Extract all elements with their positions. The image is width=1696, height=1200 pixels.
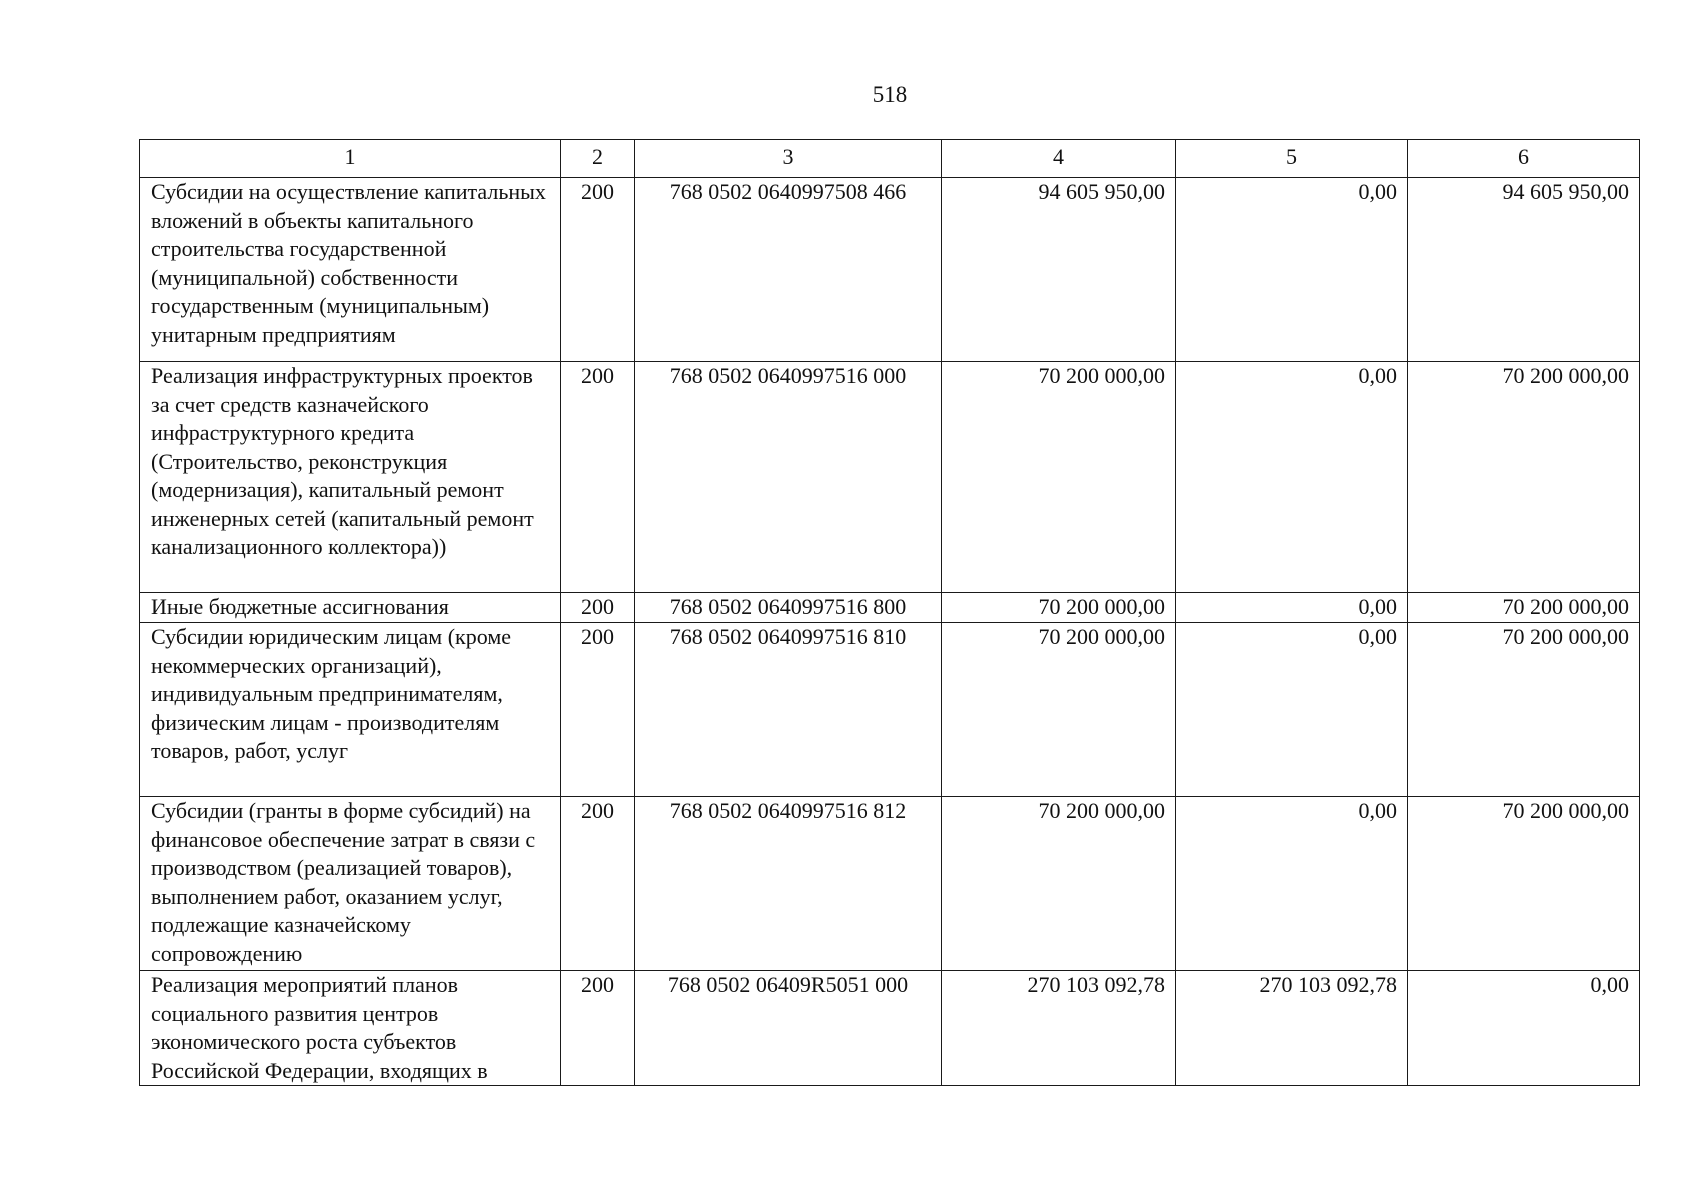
row-col6: 70 200 000,00 xyxy=(1408,593,1640,623)
row-kbk: 768 0502 0640997516 810 xyxy=(635,623,942,797)
row-col6: 70 200 000,00 xyxy=(1408,623,1640,797)
row-kbk: 768 0502 0640997516 000 xyxy=(635,362,942,593)
budget-table xyxy=(139,139,1640,1086)
row-col4: 270 103 092,78 xyxy=(942,971,1176,1086)
table-row xyxy=(140,593,1640,623)
row-name: Реализация инфраструктурных проектов за счет средств казначейского инфраструктурного кредита (Строительство, реконструкция (модернизация), капитальный ремонт инженерных сетей (капитальный ремонт канализационного коллектора)) xyxy=(140,362,561,593)
row-col5: 0,00 xyxy=(1176,797,1408,971)
row-col4: 70 200 000,00 xyxy=(942,362,1176,593)
row-code: 200 xyxy=(561,178,635,362)
row-name: Субсидии (гранты в форме субсидий) на финансовое обеспечение затрат в связи с производством (реализацией товаров), выполнением работ, оказанием услуг, подлежащие казначейскому сопровождению xyxy=(140,797,561,971)
row-name: Субсидии юридическим лицам (кроме некоммерческих организаций), индивидуальным предпринимателям, физическим лицам - производителям товаров, работ, услуг xyxy=(140,623,561,797)
header-row xyxy=(140,140,1640,178)
row-kbk: 768 0502 0640997516 800 xyxy=(635,593,942,623)
row-col6: 94 605 950,00 xyxy=(1408,178,1640,362)
row-col5: 0,00 xyxy=(1176,178,1408,362)
row-col6: 70 200 000,00 xyxy=(1408,362,1640,593)
row-col4: 70 200 000,00 xyxy=(942,623,1176,797)
row-name: Иные бюджетные ассигнования xyxy=(140,593,561,623)
row-name: Субсидии на осуществление капитальных вложений в объекты капитального строительства государственной (муниципальной) собственности государственным (муниципальным) унитарным предприятиям xyxy=(140,178,561,362)
row-kbk: 768 0502 0640997508 466 xyxy=(635,178,942,362)
row-col5: 0,00 xyxy=(1176,362,1408,593)
header-col-1: 1 xyxy=(140,140,561,178)
row-col5: 270 103 092,78 xyxy=(1176,971,1408,1086)
row-col4: 70 200 000,00 xyxy=(942,593,1176,623)
page-number: 518 xyxy=(872,82,908,107)
row-col6: 70 200 000,00 xyxy=(1408,797,1640,971)
table-row xyxy=(140,623,1640,797)
row-code: 200 xyxy=(561,362,635,593)
row-name: Реализация мероприятий планов социального развития центров экономического роста субъектов Российской Федерации, входящих в xyxy=(140,971,561,1086)
header-col-4: 4 xyxy=(942,140,1176,178)
header-col-6: 6 xyxy=(1408,140,1640,178)
header-col-2: 2 xyxy=(561,140,635,178)
row-col5: 0,00 xyxy=(1176,593,1408,623)
row-code: 200 xyxy=(561,971,635,1086)
table-row xyxy=(140,797,1640,971)
row-col6: 0,00 xyxy=(1408,971,1640,1086)
header-col-5: 5 xyxy=(1176,140,1408,178)
table-row xyxy=(140,971,1640,1086)
row-kbk: 768 0502 0640997516 812 xyxy=(635,797,942,971)
table-row xyxy=(140,362,1640,593)
row-code: 200 xyxy=(561,797,635,971)
header-col-3: 3 xyxy=(635,140,942,178)
row-col4: 70 200 000,00 xyxy=(942,797,1176,971)
table-row xyxy=(140,178,1640,362)
row-code: 200 xyxy=(561,623,635,797)
row-col5: 0,00 xyxy=(1176,623,1408,797)
row-code: 200 xyxy=(561,593,635,623)
row-kbk: 768 0502 06409R5051 000 xyxy=(635,971,942,1086)
row-col4: 94 605 950,00 xyxy=(942,178,1176,362)
